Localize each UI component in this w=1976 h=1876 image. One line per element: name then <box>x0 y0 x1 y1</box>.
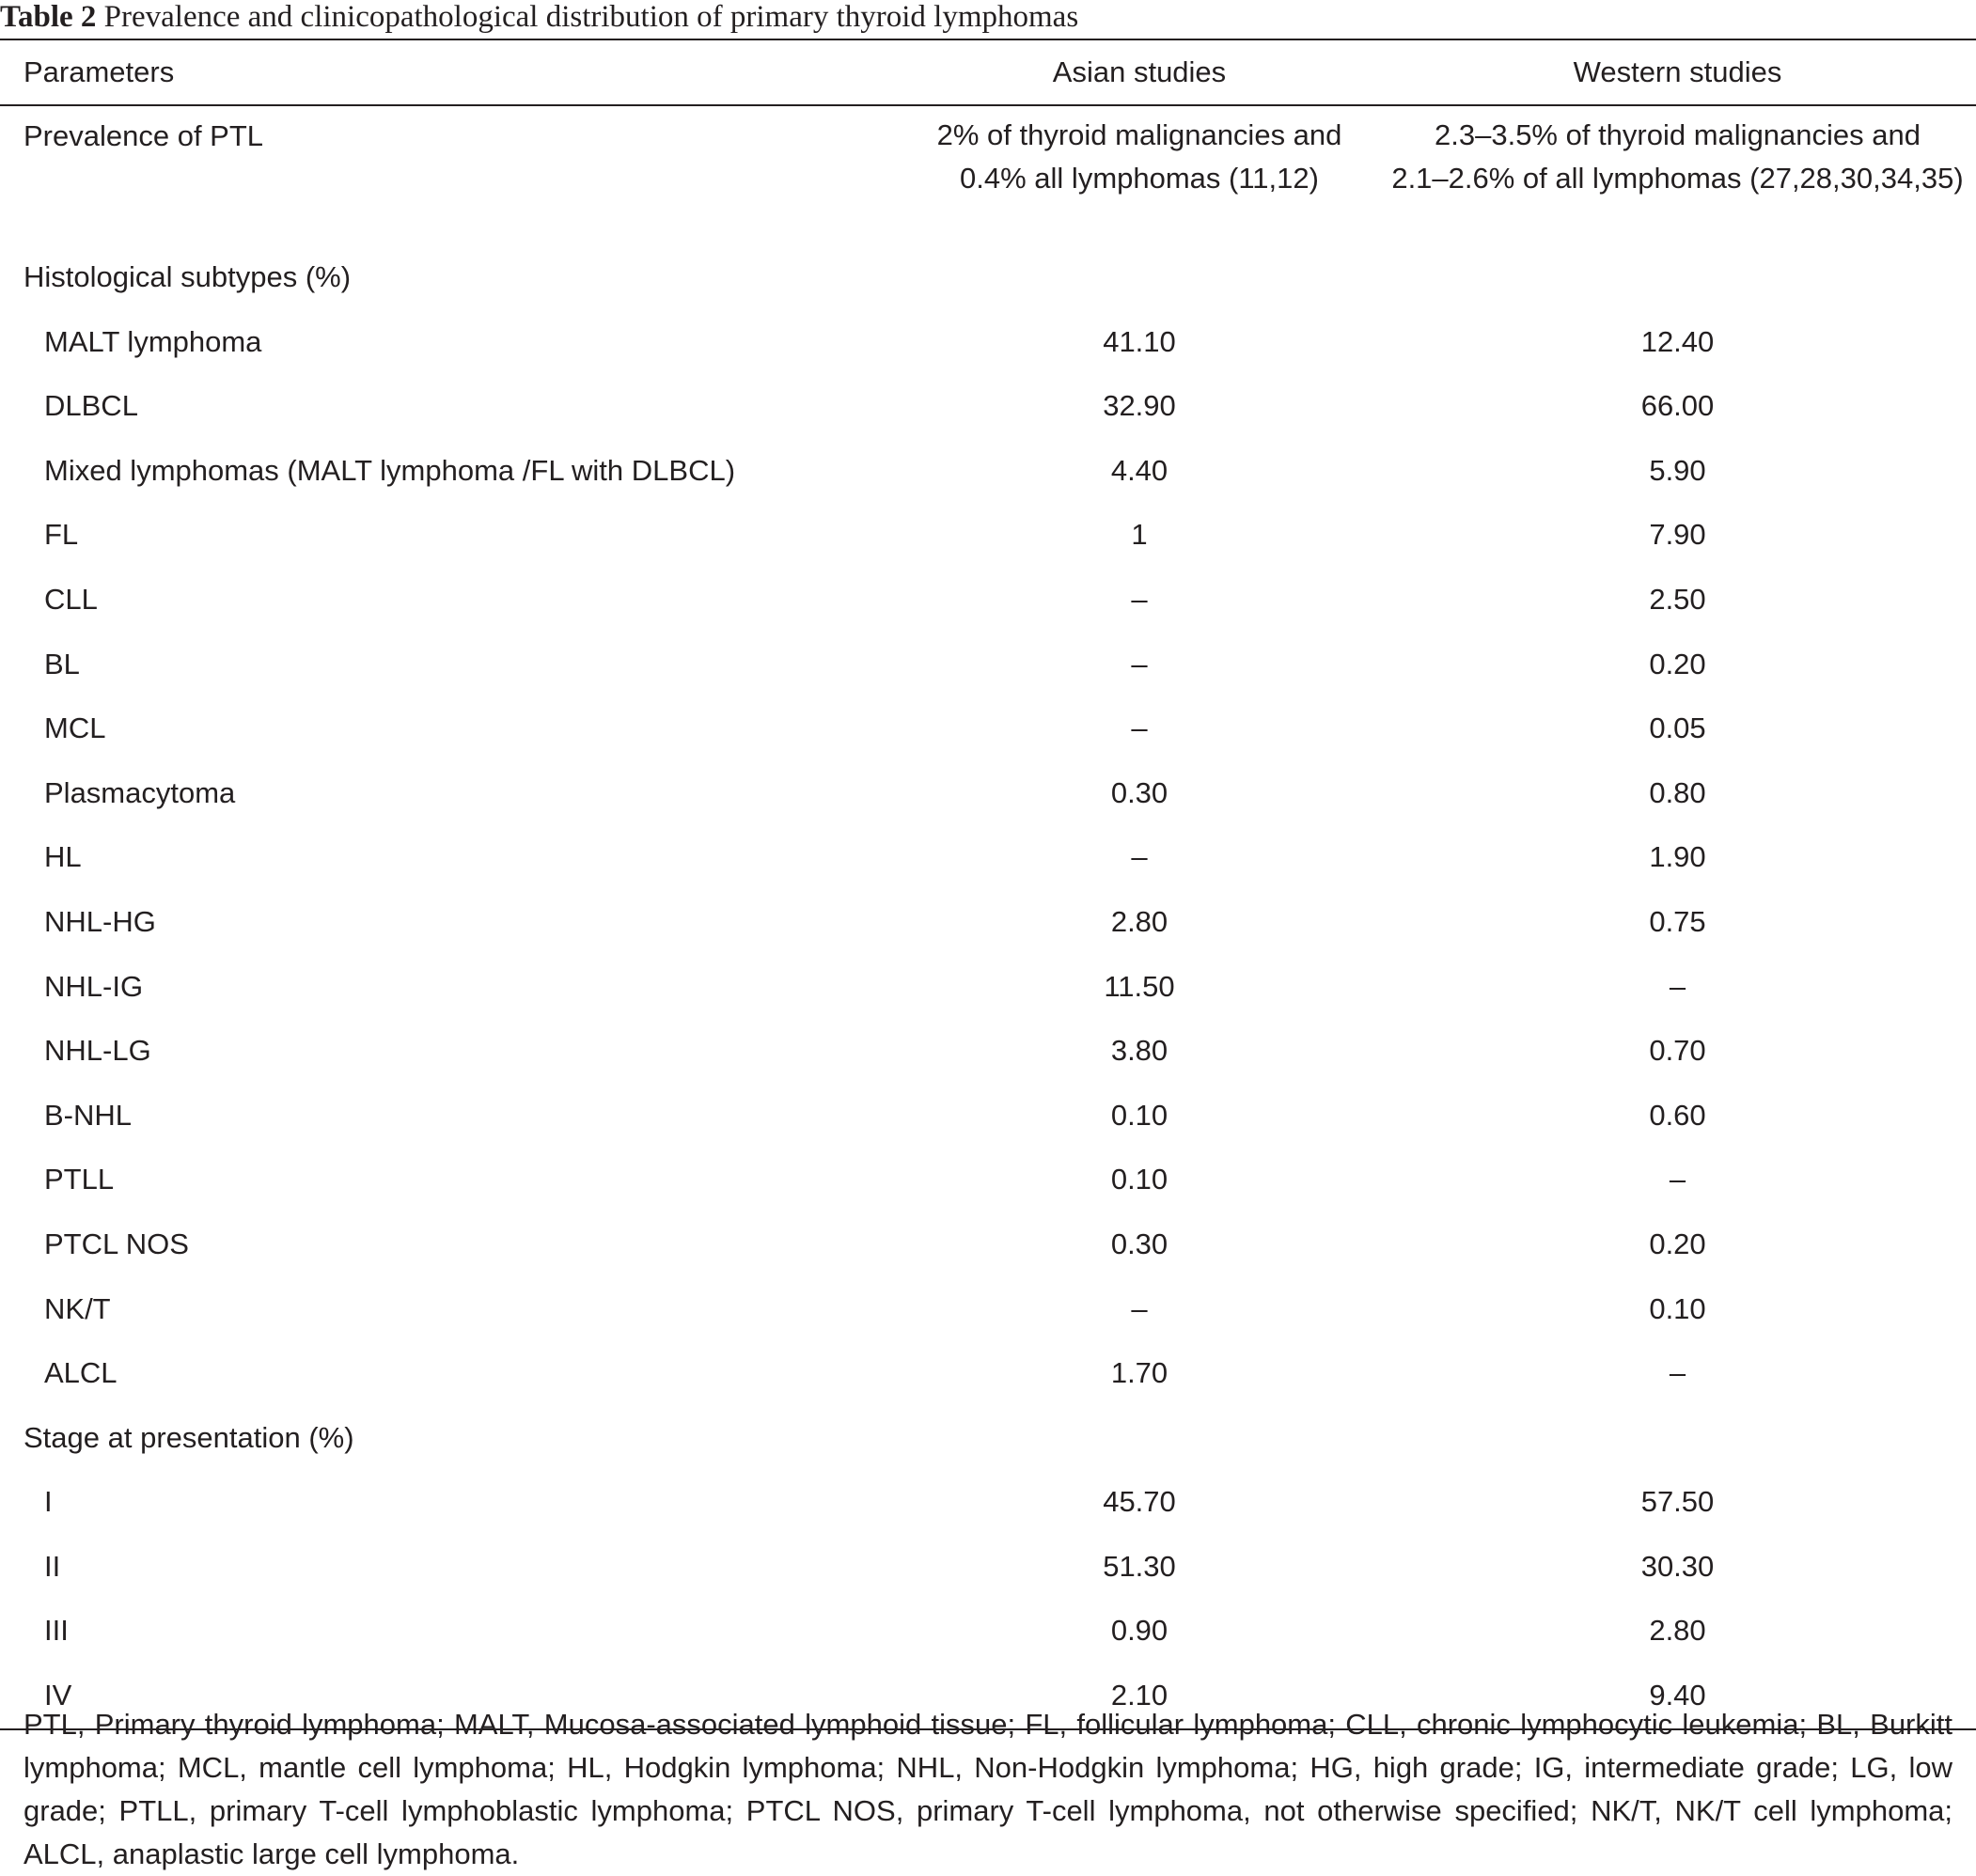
western-value: 5.90 <box>1649 453 1706 487</box>
western-value: 0.60 <box>1649 1098 1706 1132</box>
header-row <box>0 39 1976 105</box>
asian-value: – <box>1131 711 1148 745</box>
western-value: 0.10 <box>1649 1291 1706 1325</box>
asian-value: 0.30 <box>1110 1227 1168 1260</box>
table-body <box>0 105 1976 1729</box>
table-row <box>0 696 1976 761</box>
western-value: 0.20 <box>1649 1227 1706 1260</box>
row-label: III <box>44 1614 69 1648</box>
table-footnote: PTL, Primary thyroid lymphoma; MALT, Mucosa-associated lymphoid tissue; FL, follicular lymphoma; CLL, chronic lymphocytic leukemia; BL, Burkitt lymphoma; MCL, mantle cell lymphoma; HL, Hodgkin lymphoma; NHL, Non-Hodgkin lymphoma; HG, high grade; IG, intermediate grade; LG, low grade; PTLL, primary T-cell lymphoblastic lymphoma; PTCL NOS, primary T-cell lymphoma, not otherwise specified; NK/T, NK/T cell lymphoma; ALCL, anaplastic large cell lymphoma. <box>24 1708 1952 1870</box>
western-value: – <box>1669 1163 1686 1196</box>
asian-value: – <box>1131 1291 1148 1325</box>
row-label: IV <box>44 1679 72 1712</box>
table-row <box>0 1212 1976 1277</box>
asian-value: 4.40 <box>1110 453 1168 487</box>
row-label: Mixed lymphomas (MALT lymphoma /FL with DLBCL) <box>44 453 736 487</box>
row-label: B-NHL <box>44 1098 133 1132</box>
row-label: PTLL <box>44 1163 115 1196</box>
row-label: CLL <box>44 582 98 616</box>
western-value: 7.90 <box>1649 518 1706 552</box>
asian-value: 2.10 <box>1110 1679 1168 1712</box>
row-label: MALT lymphoma <box>44 324 262 358</box>
table-row <box>0 1535 1976 1600</box>
prevalence-asian <box>890 105 1388 245</box>
western-value: 1.90 <box>1649 840 1706 874</box>
row-label: BL <box>44 647 80 680</box>
asian-value: 51.30 <box>1103 1549 1176 1583</box>
row-label: MCL <box>44 711 106 745</box>
row-label: I <box>44 1485 53 1519</box>
asian-value: 0.10 <box>1110 1098 1168 1132</box>
western-value: – <box>1669 1356 1686 1390</box>
asian-value: 3.80 <box>1110 1034 1168 1068</box>
asian-value: – <box>1131 647 1148 680</box>
asian-value: 41.10 <box>1103 324 1176 358</box>
table-row <box>0 1084 1976 1149</box>
table-number: Table 2 <box>0 0 97 34</box>
row-label: DLBCL <box>44 389 138 423</box>
western-value: 0.05 <box>1649 711 1706 745</box>
western-value: 30.30 <box>1640 1549 1715 1583</box>
col-header-parameters: Parameters <box>24 55 175 88</box>
western-value: 0.20 <box>1649 647 1706 680</box>
western-value: 2.80 <box>1649 1614 1706 1648</box>
western-value: – <box>1669 969 1686 1003</box>
asian-value: 2.80 <box>1110 904 1168 938</box>
row-label: ALCL <box>44 1356 118 1390</box>
lymphoma-table <box>0 39 1976 1730</box>
asian-value: 45.70 <box>1103 1485 1176 1519</box>
row-label: NHL-HG <box>44 904 156 938</box>
western-value: 2.50 <box>1649 582 1706 616</box>
asian-value: – <box>1131 582 1148 616</box>
western-value: 0.70 <box>1649 1034 1706 1068</box>
row-label: Plasmacytoma <box>44 775 236 809</box>
section-label: Stage at presentation (%) <box>24 1420 354 1454</box>
table-caption: Prevalence and clinicopathological distribution of primary thyroid lymphomas <box>103 0 1079 34</box>
asian-value: 0.10 <box>1110 1163 1168 1196</box>
table-row <box>0 761 1976 826</box>
asian-value: 0.30 <box>1110 775 1168 809</box>
prevalence-label: Prevalence of PTL <box>24 119 264 152</box>
table-row <box>0 568 1976 633</box>
table-row <box>0 633 1976 697</box>
col-header-western: Western studies <box>1573 55 1782 88</box>
col-header-asian: Asian studies <box>1052 55 1227 88</box>
table-row <box>0 310 1976 375</box>
asian-value: – <box>1131 840 1148 874</box>
section-row-histology <box>0 245 1976 310</box>
prevalence-asian-line: 2% of thyroid malignancies and <box>936 118 1342 151</box>
table-row <box>0 955 1976 1020</box>
row-label: FL <box>44 518 79 552</box>
asian-value: 11.50 <box>1104 969 1175 1003</box>
western-value: 0.75 <box>1649 904 1706 938</box>
row-label: NHL-LG <box>44 1034 151 1068</box>
asian-value: 32.90 <box>1103 389 1176 423</box>
table-row <box>0 825 1976 890</box>
table-row <box>0 1599 1976 1664</box>
row-label: NK/T <box>44 1291 111 1325</box>
section-row-stage <box>0 1406 1976 1471</box>
row-label: PTCL NOS <box>44 1227 189 1260</box>
table-row <box>0 1019 1976 1084</box>
row-label: HL <box>44 840 82 874</box>
table-row <box>0 890 1976 955</box>
table-row <box>0 1341 1976 1406</box>
table-row <box>0 1277 1976 1342</box>
prevalence-western <box>1388 105 1976 245</box>
western-value: 57.50 <box>1640 1485 1715 1519</box>
western-value: 66.00 <box>1640 389 1715 423</box>
asian-value: 1.70 <box>1110 1356 1168 1390</box>
row-label: NHL-IG <box>44 969 144 1003</box>
table-row <box>0 439 1976 504</box>
table-title <box>0 0 1078 38</box>
western-value: 0.80 <box>1649 775 1706 809</box>
table-row <box>0 1470 1976 1535</box>
asian-value: 0.90 <box>1110 1614 1168 1648</box>
prevalence-asian-line: 0.4% all lymphomas (11,12) <box>960 162 1319 195</box>
table-row <box>0 503 1976 568</box>
row-label: II <box>44 1549 61 1583</box>
section-label: Histological subtypes (%) <box>24 260 352 293</box>
asian-value: 1 <box>1131 518 1148 552</box>
prevalence-row <box>0 105 1976 245</box>
table-row <box>0 374 1976 439</box>
prevalence-western-line: 2.3–3.5% of thyroid malignancies and <box>1435 118 1921 151</box>
table-row <box>0 1148 1976 1212</box>
prevalence-western-line: 2.1–2.6% of all lymphomas (27,28,30,34,35) <box>1391 162 1964 195</box>
western-value: 9.40 <box>1649 1679 1706 1712</box>
western-value: 12.40 <box>1640 324 1715 358</box>
